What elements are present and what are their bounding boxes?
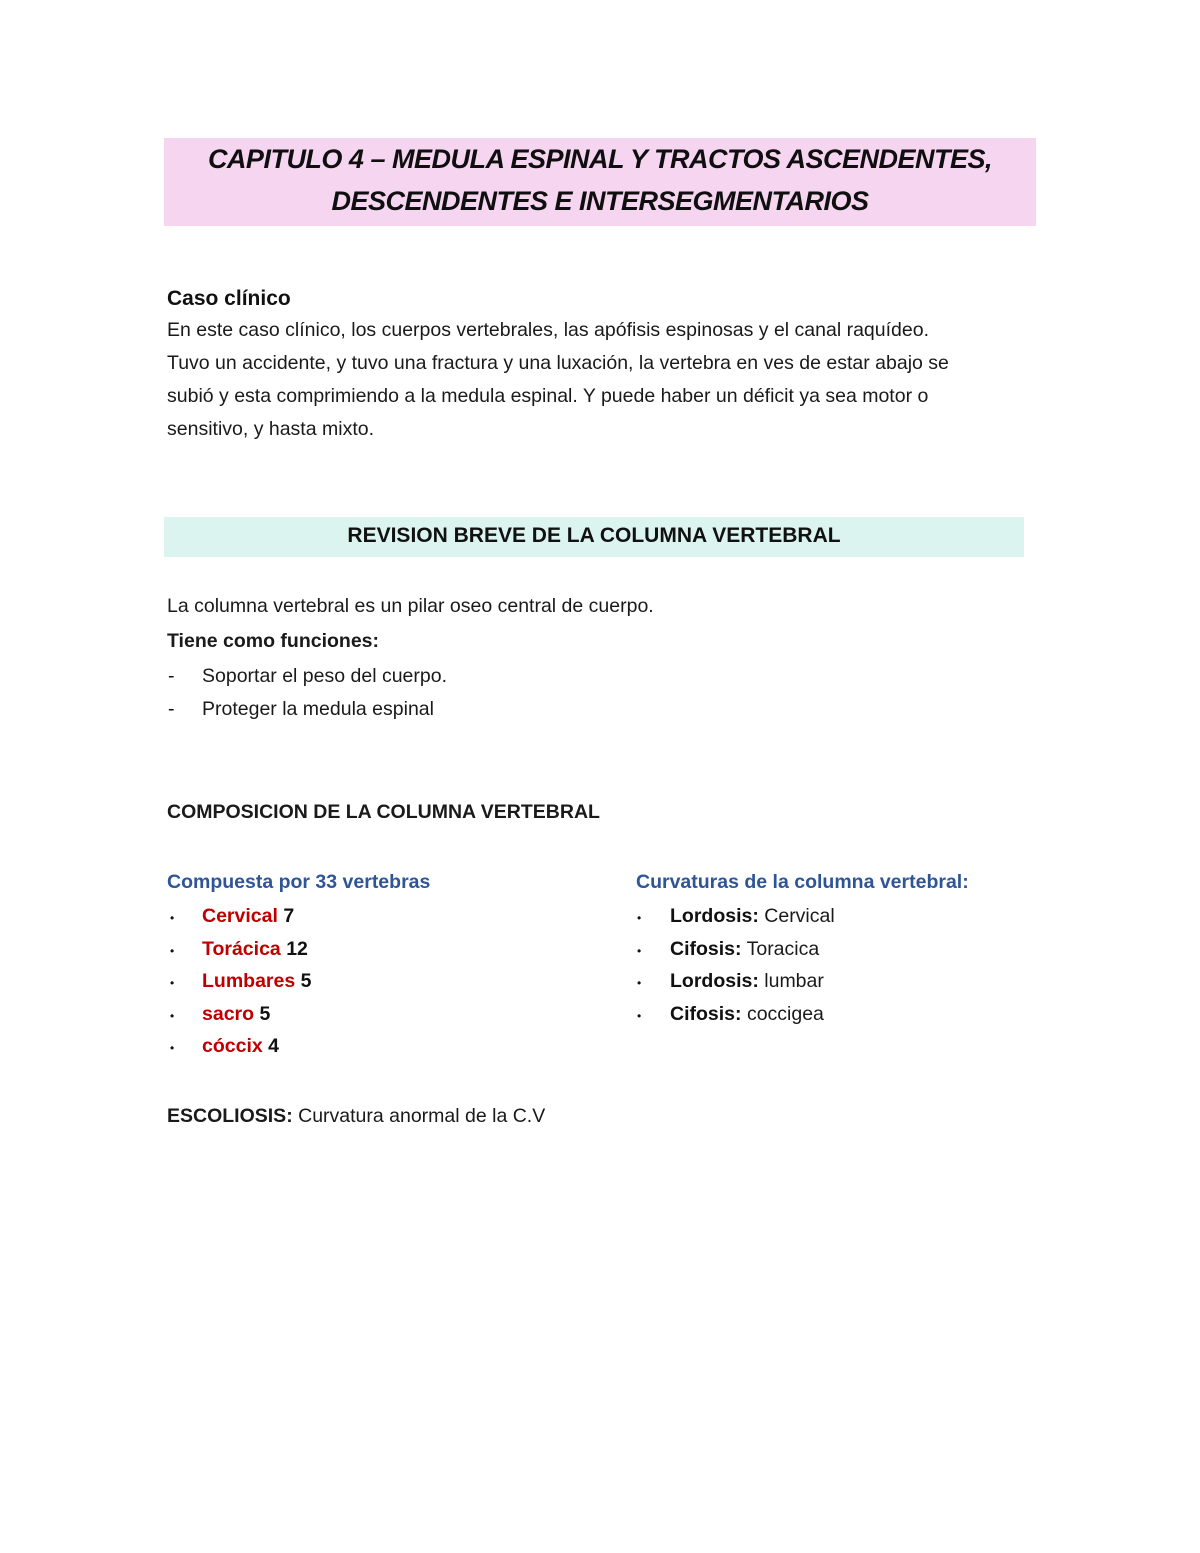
bullet-marker: •: [170, 1041, 175, 1055]
review-heading: REVISION BREVE DE LA COLUMNA VERTEBRAL: [347, 524, 841, 547]
curvature-item: [670, 970, 824, 993]
curvature-type: Cifosis:: [670, 1003, 742, 1025]
curvature-region: Toracica: [746, 938, 820, 960]
review-heading-box: [164, 517, 1024, 557]
bullet-marker: •: [170, 944, 175, 958]
functions-label: Tiene como funciones:: [167, 630, 380, 652]
case-paragraph-line: En este caso clínico, los cuerpos vertebrales, las apófisis espinosas y el canal raquídeo.: [167, 319, 929, 341]
curvature-region: coccigea: [746, 1003, 824, 1025]
vertebrae-heading: Compuesta por 33 vertebras: [167, 871, 431, 893]
vertebra-name: Cervical: [202, 905, 278, 927]
vertebra-count: 5: [300, 970, 312, 992]
curvature-region: lumbar: [764, 970, 824, 992]
vertebra-item: [202, 938, 308, 961]
vertebra-name: Torácica: [202, 938, 281, 960]
review-intro: La columna vertebral es un pilar oseo central de cuerpo.: [167, 595, 654, 617]
composition-heading: COMPOSICION DE LA COLUMNA VERTEBRAL: [167, 801, 600, 823]
vertebra-item: [202, 1035, 279, 1058]
bullet-marker: •: [170, 911, 175, 925]
vertebra-name: sacro: [202, 1003, 255, 1025]
dash-marker: -: [168, 698, 175, 720]
curvature-type: Cifosis:: [670, 938, 742, 960]
curvature-region: Cervical: [764, 905, 835, 927]
curvature-type: Lordosis:: [670, 905, 759, 927]
bullet-marker: •: [637, 911, 642, 925]
bullet-marker: •: [170, 1009, 175, 1023]
vertebra-item: [202, 1003, 270, 1026]
case-heading: Caso clínico: [167, 287, 291, 310]
bullet-marker: •: [637, 976, 642, 990]
curvature-item: [670, 1003, 824, 1026]
scoliosis-text: Curvatura anormal de la C.V: [298, 1105, 546, 1127]
bullet-marker: •: [637, 944, 642, 958]
vertebra-count: 7: [283, 905, 295, 927]
scoliosis-label: ESCOLIOSIS:: [167, 1105, 293, 1127]
vertebra-name: cóccix: [202, 1035, 263, 1057]
vertebra-name: Lumbares: [202, 970, 296, 992]
curvature-item: [670, 905, 835, 928]
bullet-marker: •: [170, 976, 175, 990]
case-paragraph-line: sensitivo, y hasta mixto.: [167, 418, 374, 440]
curvature-type: Lordosis:: [670, 970, 759, 992]
case-paragraph-line: Tuvo un accidente, y tuvo una fractura y una luxación, la vertebra en ves de estar abajo se: [167, 352, 949, 374]
case-paragraph-line: subió y esta comprimiendo a la medula espinal. Y puede haber un déficit ya sea motor o: [167, 385, 929, 407]
bullet-marker: •: [637, 1009, 642, 1023]
vertebra-count: 5: [259, 1003, 271, 1025]
function-item: Proteger la medula espinal: [202, 698, 434, 720]
chapter-title-line-1: CAPITULO 4 – MEDULA ESPINAL Y TRACTOS ASCENDENTES,: [207, 144, 993, 174]
chapter-title-box: [164, 138, 1036, 226]
chapter-title-line-2: DESCENDENTES E INTERSEGMENTARIOS: [331, 186, 869, 216]
scoliosis-line: [167, 1105, 545, 1128]
vertebra-count: 4: [268, 1035, 279, 1057]
vertebra-item: [202, 905, 294, 928]
dash-marker: -: [168, 665, 175, 687]
curvature-item: [670, 938, 819, 961]
function-item: Soportar el peso del cuerpo.: [202, 665, 447, 687]
vertebra-count: 12: [286, 938, 308, 960]
curvatures-heading: Curvaturas de la columna vertebral:: [636, 871, 969, 893]
vertebra-item: [202, 970, 311, 993]
